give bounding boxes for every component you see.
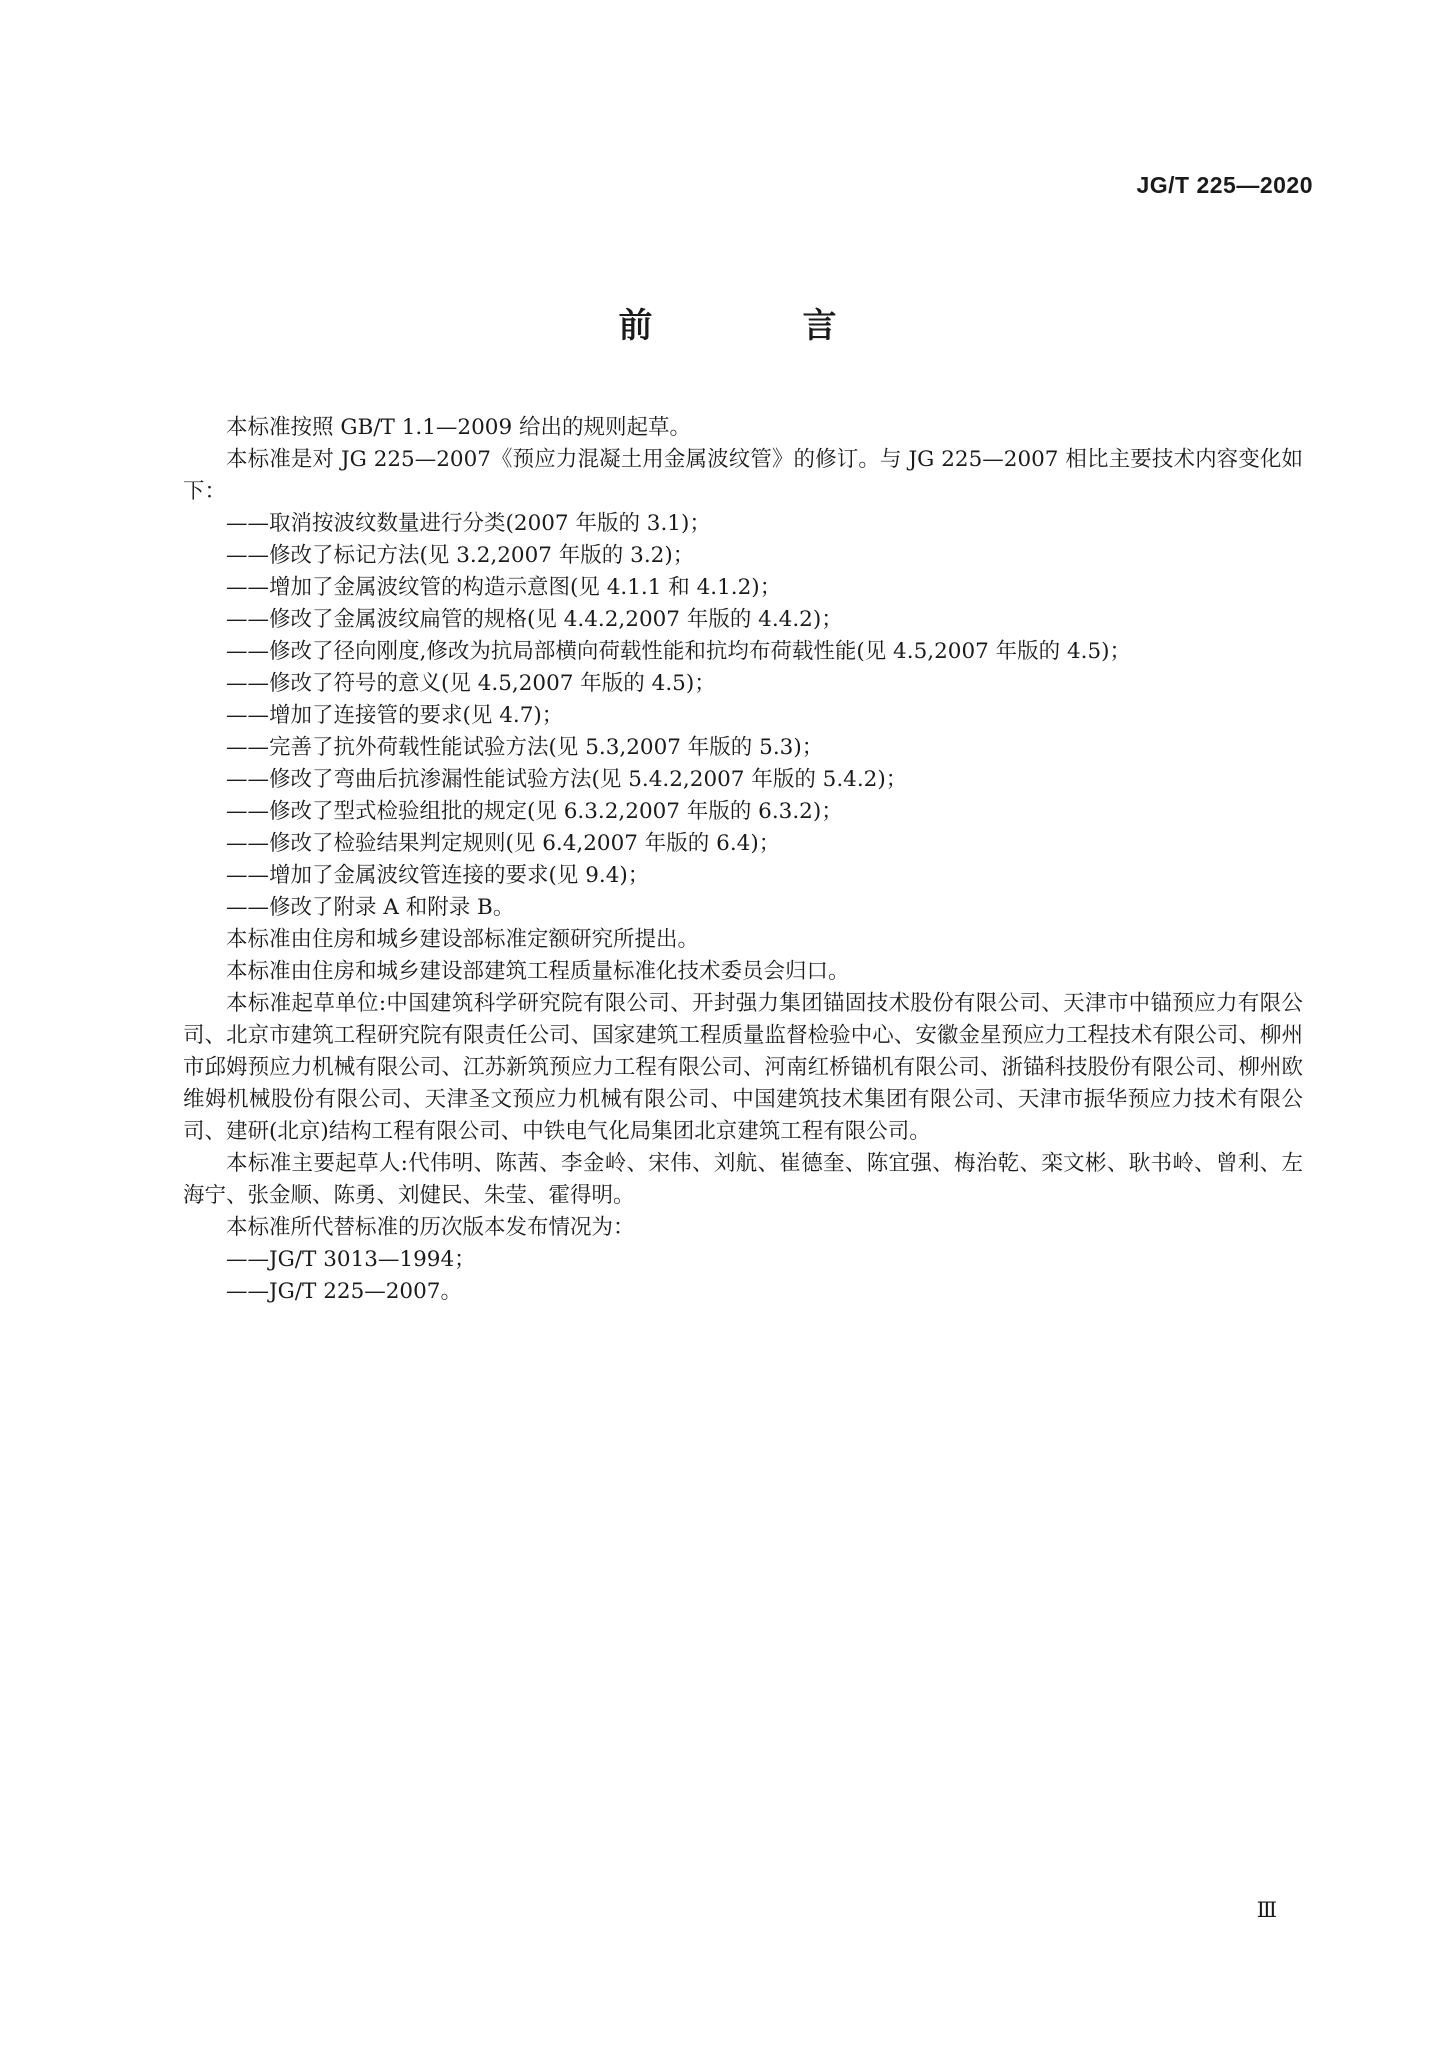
change-item: ——取消按波纹数量进行分类(2007 年版的 3.1)； [226, 511, 711, 536]
change-item: ——修改了型式检验组批的规定(见 6.3.2,2007 年版的 6.3.2)； [226, 799, 843, 824]
intro-paragraph: 本标准是对 JG 225—2007《预应力混凝土用金属波纹管》的修订。与 JG 225—2007 相比主要技术内容变化如下： [183, 447, 1303, 504]
change-item: ——增加了连接管的要求(见 4.7)； [226, 703, 564, 728]
previous-version-item: ——JG/T 225—2007。 [226, 1279, 462, 1304]
centralized-paragraph: 本标准由住房和城乡建设部建筑工程质量标准化技术委员会归口。 [226, 959, 850, 984]
change-item: ——修改了弯曲后抗渗漏性能试验方法(见 5.4.2,2007 年版的 5.4.2)； [226, 767, 908, 792]
change-item: ——修改了标记方法(见 3.2,2007 年版的 3.2)； [226, 543, 695, 568]
proposer-paragraph: 本标准由住房和城乡建设部标准定额研究所提出。 [226, 927, 700, 952]
standard-code: JG/T 225—2020 [1136, 172, 1313, 198]
change-item: ——修改了金属波纹扁管的规格(见 4.4.2,2007 年版的 4.4.2)； [226, 607, 843, 632]
drafting-units-paragraph: 本标准起草单位:中国建筑科学研究院有限公司、开封强力集团锚固技术股份有限公司、天津市中锚预应力有限公司、北京市建筑工程研究院有限责任公司、国家建筑工程质量监督检验中心、安徽金星预应力工程技术有限公司、柳州市邱姆预应力机械有限公司、江苏新筑预应力工程有限公司、河南红桥锚机有限公司、浙锚科技股份有限公司、柳州欧维姆机械股份有限公司、天津圣文预应力机械有限公司、中国建筑技术集团有限公司、天津市振华预应力技术有限公司、建研(北京)结构工程有限公司、中铁电气化局集团北京建筑工程有限公司。 [183, 991, 1303, 1144]
drafters-paragraph: 本标准主要起草人:代伟明、陈茜、李金岭、宋伟、刘航、崔德奎、陈宜强、梅治乾、栾文彬、耿书岭、曾利、左海宁、张金顺、陈勇、刘健民、朱莹、霍得明。 [183, 1151, 1303, 1208]
document-body [183, 412, 1303, 1308]
change-item: ——修改了附录 A 和附录 B。 [226, 895, 515, 920]
change-item: ——完善了抗外荷载性能试验方法(见 5.3,2007 年版的 5.3)； [226, 735, 824, 760]
change-item: ——修改了检验结果判定规则(见 6.4,2007 年版的 6.4)； [226, 831, 781, 856]
change-item: ——修改了符号的意义(见 4.5,2007 年版的 4.5)； [226, 671, 716, 696]
change-item: ——修改了径向刚度,修改为抗局部横向荷载性能和抗均布荷载性能(见 4.5,2007 年版的 4.5)； [226, 639, 1132, 664]
history-paragraph: 本标准所代替标准的历次版本发布情况为： [226, 1215, 635, 1240]
intro-paragraph: 本标准按照 GB/T 1.1—2009 给出的规则起草。 [226, 415, 691, 440]
previous-version-item: ——JG/T 3013—1994； [226, 1247, 476, 1272]
change-item: ——增加了金属波纹管连接的要求(见 9.4)； [226, 863, 650, 888]
page-title: 前 言 [618, 306, 895, 346]
change-item: ——增加了金属波纹管的构造示意图(见 4.1.1 和 4.1.2)； [226, 575, 782, 600]
page-number: Ⅲ [1256, 1898, 1277, 1922]
